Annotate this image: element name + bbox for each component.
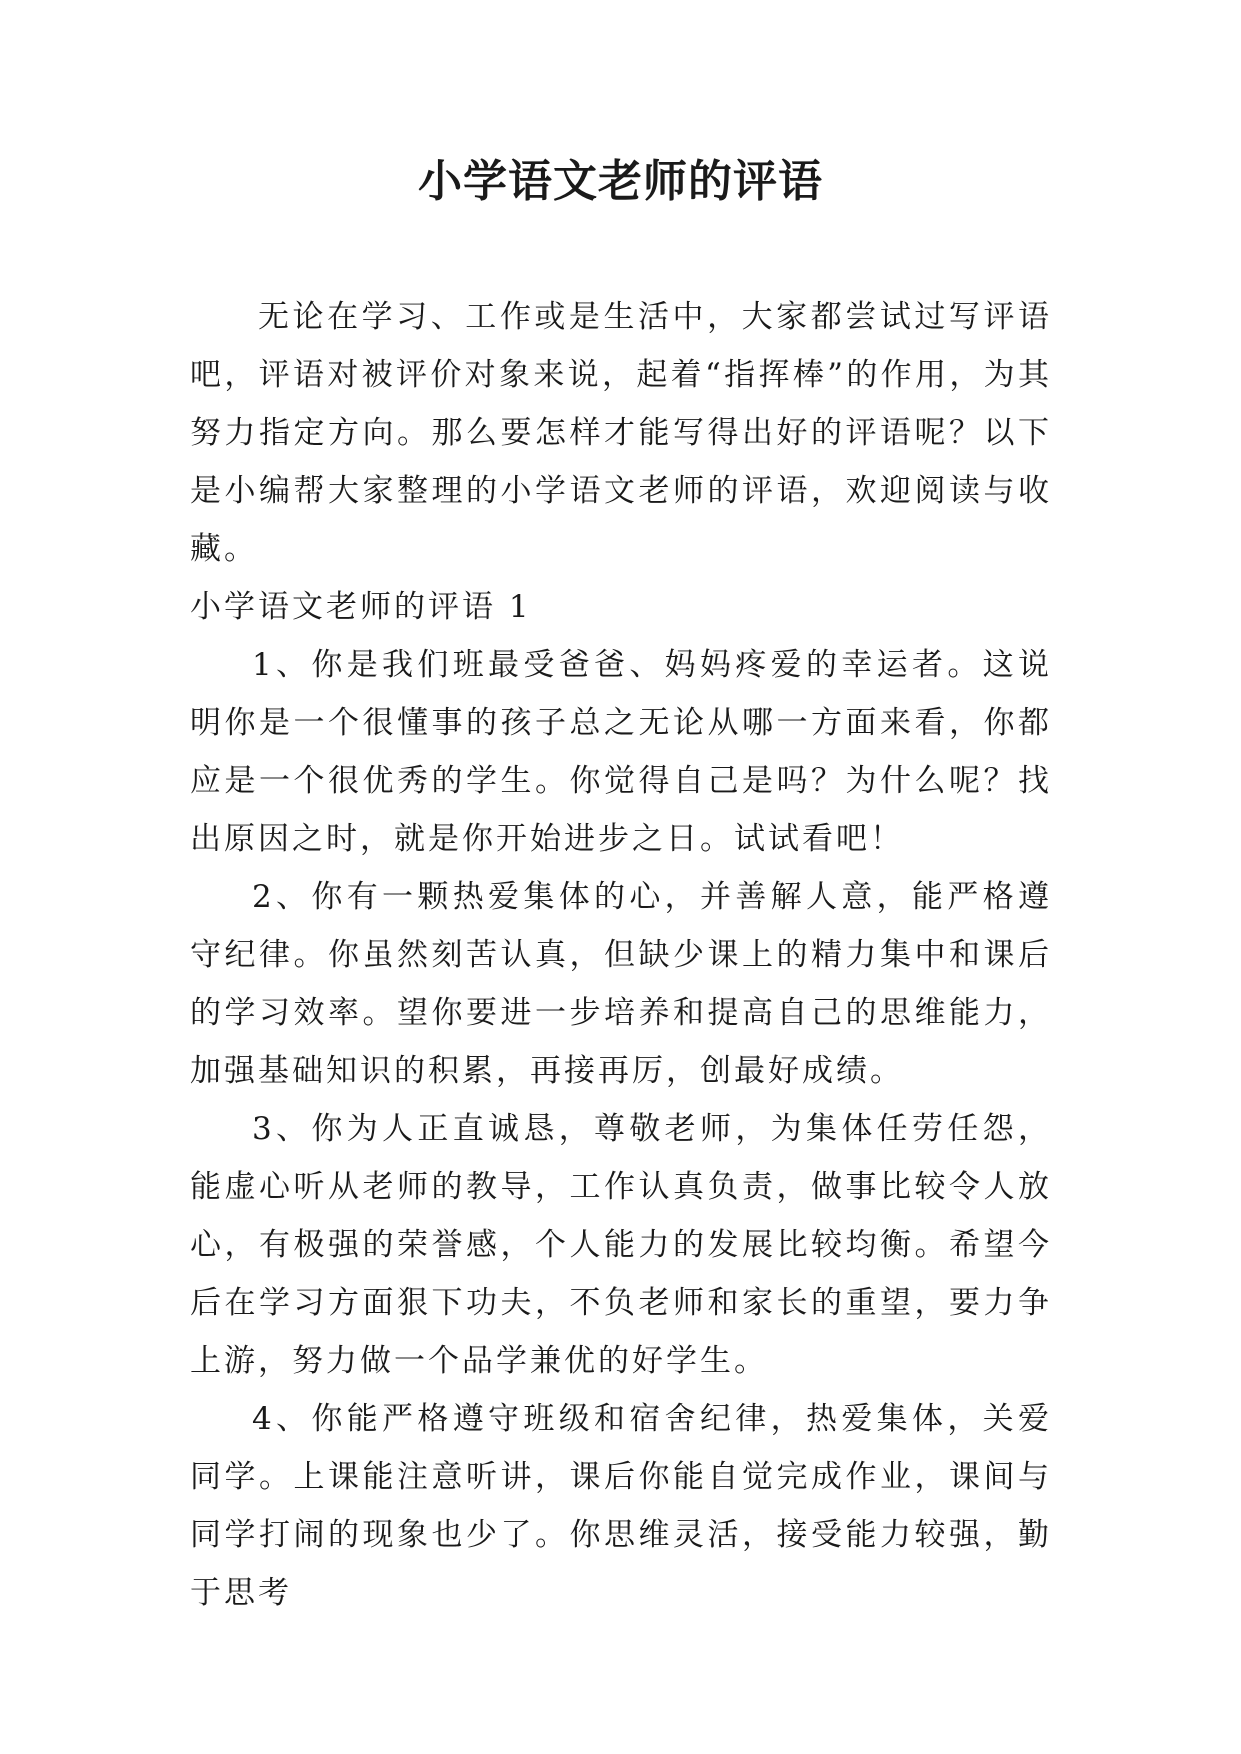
comment-list <box>190 636 1052 1622</box>
comment-item-4: 4、你能严格遵守班级和宿舍纪律，热爱集体，关爱同学。上课能注意听讲，课后你能自觉完成作业，课间与同学打闹的现象也少了。你思维灵活，接受能力较强，勤于思考 <box>190 1401 1052 1611</box>
document-title: 小学语文老师的评语 <box>418 156 823 207</box>
intro-paragraph: 无论在学习、工作或是生活中，大家都尝试过写评语吧，评语对被评价对象来说，起着“指挥棒”的作用，为其努力指定方向。那么要怎样才能写得出好的评语呢？以下是小编帮大家整理的小学语文老师的评语，欢迎阅读与收藏。 <box>190 299 1052 567</box>
comment-item-2: 2、你有一颗热爱集体的心，并善解人意，能严格遵守纪律。你虽然刻苦认真，但缺少课上的精力集中和课后的学习效率。望你要进一步培养和提高自己的思维能力，加强基础知识的积累，再接再厉，创最好成绩。 <box>190 879 1052 1089</box>
comment-item-1: 1、你是我们班最受爸爸、妈妈疼爱的幸运者。这说明你是一个很懂事的孩子总之无论从哪一方面来看，你都应是一个很优秀的学生。你觉得自己是吗？为什么呢？找出原因之时，就是你开始进步之日。试试看吧！ <box>190 647 1052 857</box>
section-heading: 小学语文老师的评语 1 <box>190 589 532 625</box>
comment-item-3: 3、你为人正直诚恳，尊敬老师，为集体任劳任怨，能虚心听从老师的教导，工作认真负责，做事比较令人放心，有极强的荣誉感，个人能力的发展比较均衡。希望今后在学习方面狠下功夫，不负老师和家长的重望，要力争上游，努力做一个品学兼优的好学生。 <box>190 1111 1052 1379</box>
